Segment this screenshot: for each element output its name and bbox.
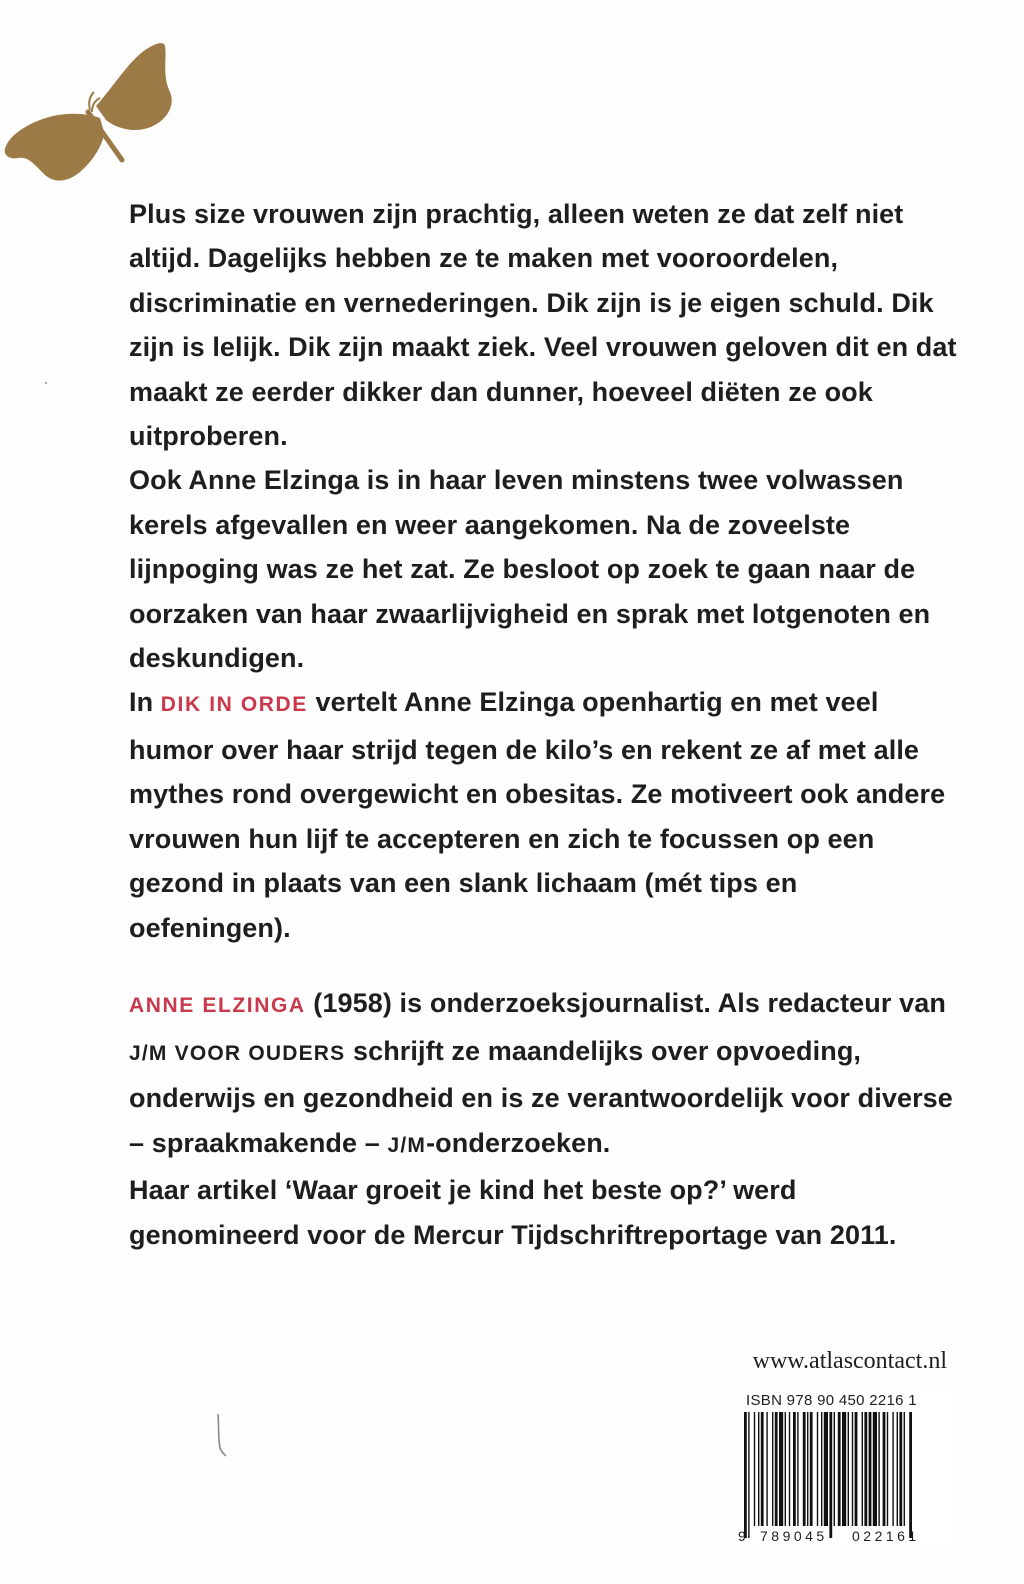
blurb-paragraph-3 bbox=[129, 680, 959, 949]
barcode-bar bbox=[869, 1412, 872, 1526]
barcode-digits-right: 022161 bbox=[852, 1528, 920, 1544]
barcode-digits-left: 789045 bbox=[760, 1528, 828, 1544]
jm-label: J/M bbox=[387, 1133, 427, 1157]
barcode-bar bbox=[864, 1412, 867, 1526]
barcode-bar bbox=[899, 1412, 902, 1526]
barcode-bar bbox=[862, 1412, 863, 1526]
magazine-name: J/M VOOR OUDERS bbox=[129, 1041, 346, 1065]
blurb-text bbox=[129, 192, 959, 950]
barcode-bar bbox=[824, 1412, 828, 1526]
blurb-p3-lead: In bbox=[129, 687, 161, 718]
barcode-bar bbox=[754, 1412, 755, 1526]
butterfly-icon bbox=[0, 36, 176, 186]
barcode-bar bbox=[761, 1412, 764, 1526]
barcode-bar bbox=[797, 1412, 798, 1526]
blurb-paragraph-2: Ook Anne Elzinga is in haar leven minstens twee volwassen kerels afgevallen en weer aangekomen. Na de zoveelste lijnpoging was ze het zat. Ze besloot op zoek te gaan naar de oorzaken van haar zwaarlijvigheid en sprak met lotgenoten en deskundigen. bbox=[129, 465, 931, 674]
barcode-bar bbox=[779, 1412, 783, 1526]
bio-part-1: (1958) is onderzoeksjournalist. Als redacteur van bbox=[305, 988, 946, 1018]
barcode-bar bbox=[897, 1412, 898, 1526]
barcode-bar bbox=[873, 1412, 877, 1526]
barcode-bar bbox=[909, 1412, 912, 1538]
barcode-bar bbox=[748, 1412, 749, 1538]
pen-mark bbox=[214, 1412, 228, 1458]
publisher-website: www.atlascontact.nl bbox=[752, 1348, 947, 1374]
barcode-bar bbox=[852, 1412, 853, 1526]
blurb-p3-rest: vertelt Anne Elzinga openhartig en met veel humor over haar strijd tegen de kilo’s en rekent ze af met alle mythes rond overgewicht en obesitas. Ze motiveert ook andere vrouwen hun lijf te accepteren en zich te focussen op een gezond in plaats van een slank lichaam (mét tips en oefeningen). bbox=[129, 687, 946, 943]
barcode-bar bbox=[807, 1412, 808, 1526]
barcode-block bbox=[740, 1388, 952, 1550]
barcode-bar bbox=[883, 1412, 886, 1526]
barcode-bar bbox=[775, 1412, 778, 1526]
bio-part-2: schrijft ze maandelijks over opvoeding, onderwijs en gezondheid en is ze verantwoordelijk voor diverse – spraakmakende – bbox=[129, 1035, 953, 1158]
author-bio bbox=[129, 981, 959, 1258]
barcode-bar bbox=[829, 1412, 832, 1538]
barcode-digit-first: 9 bbox=[738, 1528, 746, 1544]
barcode-bar bbox=[793, 1412, 796, 1526]
author-name: ANNE ELZINGA bbox=[129, 994, 306, 1017]
barcode-bar bbox=[904, 1412, 905, 1526]
barcode-bar bbox=[842, 1412, 846, 1526]
barcode-bar bbox=[878, 1412, 879, 1526]
barcode-bar bbox=[803, 1412, 806, 1526]
isbn-label: ISBN 978 90 450 2216 1 bbox=[746, 1392, 917, 1409]
barcode-bar bbox=[772, 1412, 773, 1526]
barcode-bar bbox=[887, 1412, 888, 1526]
barcode-bar bbox=[838, 1412, 841, 1526]
barcode-bar bbox=[785, 1412, 786, 1526]
bio-paragraph-2: Haar artikel ‘Waar groeit je kind het beste op?’ werd genomineerd voor de Mercur Tijdschriftreportage van 2011. bbox=[129, 1175, 897, 1250]
barcode-bar bbox=[810, 1412, 813, 1526]
barcode-bar bbox=[744, 1412, 747, 1538]
bio-part-3: -onderzoeken. bbox=[426, 1127, 611, 1158]
barcode-bar bbox=[821, 1412, 822, 1526]
book-title-highlight: DIK IN ORDE bbox=[160, 693, 308, 717]
dust-speck bbox=[44, 381, 48, 385]
barcode-bar bbox=[758, 1412, 759, 1526]
barcode-bar bbox=[892, 1412, 893, 1526]
barcode-bar bbox=[848, 1412, 849, 1526]
bio-paragraph-1 bbox=[129, 981, 959, 1168]
barcode-bar bbox=[834, 1412, 835, 1526]
barcode-bar bbox=[766, 1412, 767, 1526]
barcode-bar bbox=[855, 1412, 858, 1526]
barcode-bar bbox=[817, 1412, 818, 1526]
barcode-bar bbox=[789, 1412, 790, 1526]
blurb-paragraph-1: Plus size vrouwen zijn prachtig, alleen weten ze dat zelf niet altijd. Dagelijks hebben ze te maken met vooroordelen, discriminatie en vernederingen. Dik zijn is je eigen schuld. Dik zijn is lelijk. Dik zijn maakt ziek. Veel vrouwen geloven dit en dat maakt ze eerder dikker dan dunner, hoeveel diëten ze ook uitproberen. bbox=[129, 199, 957, 452]
